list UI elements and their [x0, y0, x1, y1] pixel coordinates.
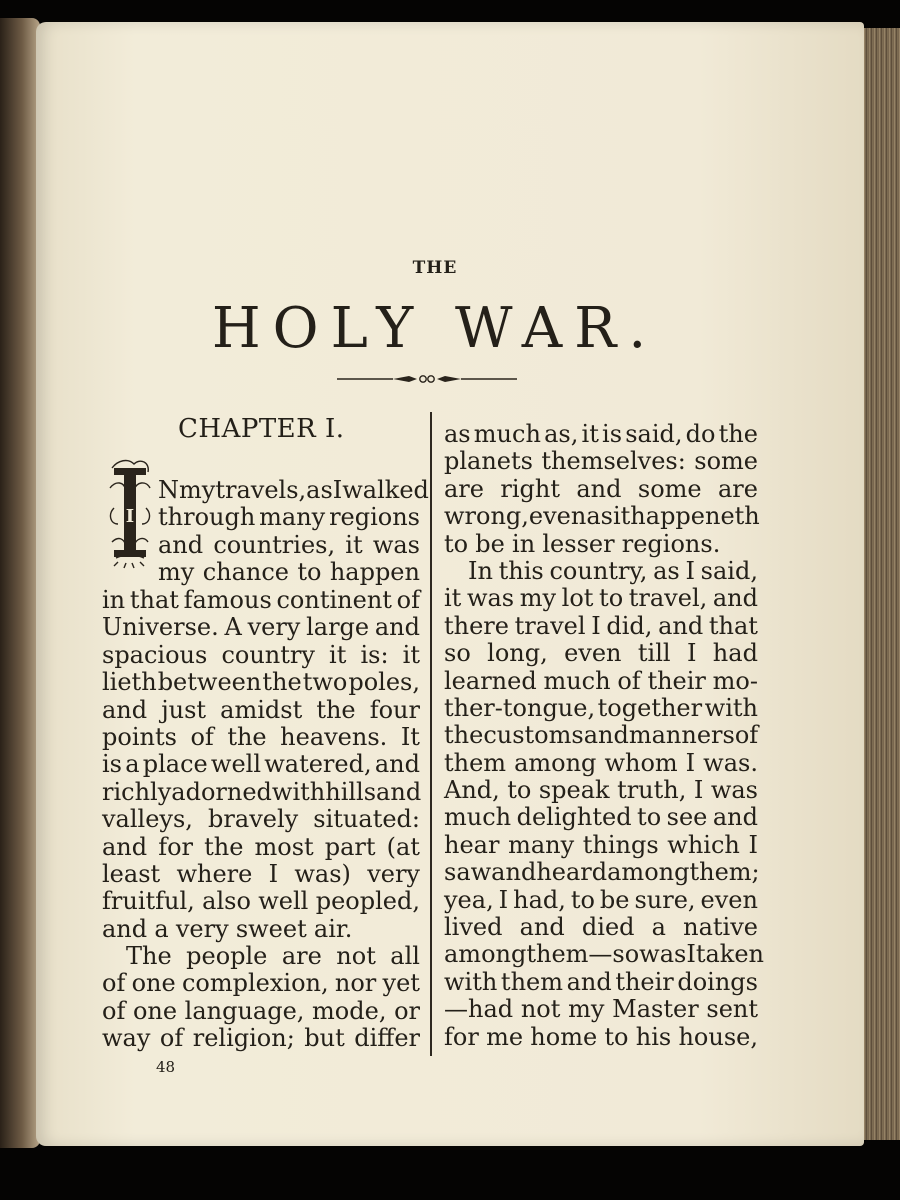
text-line: it was my lot to travel, and	[444, 584, 758, 613]
book-title: HOLY WAR.	[211, 296, 659, 361]
title-ornament	[337, 371, 517, 387]
chapter-heading: CHAPTER I.	[178, 414, 345, 444]
text-line: are right and some are	[444, 474, 758, 503]
text-line: richly adorned with hills and	[102, 777, 422, 806]
book-left-edge	[0, 18, 40, 1148]
text-line: The people are not all	[126, 942, 420, 971]
text-line: for me home to his house,	[444, 1022, 758, 1051]
drop-cap-letter: I	[125, 506, 135, 527]
text-line: much delighted to see and	[444, 803, 758, 832]
text-line: learned much of their mo-	[444, 666, 758, 695]
text-line: in that famous continent of	[102, 586, 420, 614]
text-line: ther-tongue, together with	[444, 693, 758, 722]
right-column-text	[444, 420, 764, 1051]
text-line: and just amidst the four	[102, 695, 420, 724]
page-edges	[858, 28, 900, 1140]
text-line: wrong, even as it happeneth	[444, 502, 760, 531]
text-line: and for the most part (at	[102, 832, 420, 861]
drop-cap-lines	[158, 476, 429, 587]
text-line: of one complexion, nor yet	[102, 969, 420, 998]
text-line: with them and their doings	[444, 967, 758, 996]
text-line: among them—so was I taken	[444, 940, 764, 969]
text-line: them among whom I was.	[444, 748, 758, 777]
text-line: In this country, as I said,	[468, 556, 758, 585]
text-line: the customs and manners of	[444, 721, 759, 750]
text-line: way of religion; but differ	[102, 1024, 420, 1053]
text-line: is a place well watered, and	[102, 750, 420, 779]
text-line: yea, I had, to be sure, even	[444, 885, 758, 914]
drop-cap-illuminated-letter	[104, 458, 156, 576]
text-line: planets themselves: some	[444, 447, 758, 476]
text-line: there travel I did, and that	[444, 611, 758, 640]
text-line: Universe. A very large and	[102, 613, 420, 642]
text-line: as much as, it is said, do the	[444, 420, 758, 448]
text-line: And, to speak truth, I was	[444, 776, 758, 805]
text-line: lived and died a native	[444, 913, 758, 942]
text-line: hear many things which I	[444, 830, 758, 859]
page-number: 48	[156, 1058, 176, 1076]
text-line: fruitful, also well peopled,	[102, 887, 420, 916]
text-line: saw and heard among them;	[444, 858, 760, 887]
text-line: least where I was) very	[102, 859, 420, 888]
left-column-text	[102, 587, 420, 1053]
text-line: spacious country it is: it	[102, 640, 420, 669]
text-line: lieth between the two poles,	[102, 668, 420, 697]
text-line: through many regions	[158, 503, 420, 532]
text-line: my chance to happen	[158, 558, 420, 587]
text-line: N my travels, as I walked	[158, 476, 429, 504]
column-rule	[430, 412, 432, 1056]
title-prefix: THE	[412, 258, 458, 278]
text-line: —had not my Master sent	[444, 995, 758, 1024]
text-line: points of the heavens. It	[102, 722, 420, 751]
text-line: and a very sweet air.	[102, 914, 353, 943]
text-line: of one language, mode, or	[102, 996, 420, 1025]
text-line: and countries, it was	[158, 530, 420, 559]
text-line: valleys, bravely situated:	[102, 805, 420, 834]
text-line: to be in lesser regions.	[444, 529, 721, 558]
text-line: so long, even till I had	[444, 639, 758, 668]
